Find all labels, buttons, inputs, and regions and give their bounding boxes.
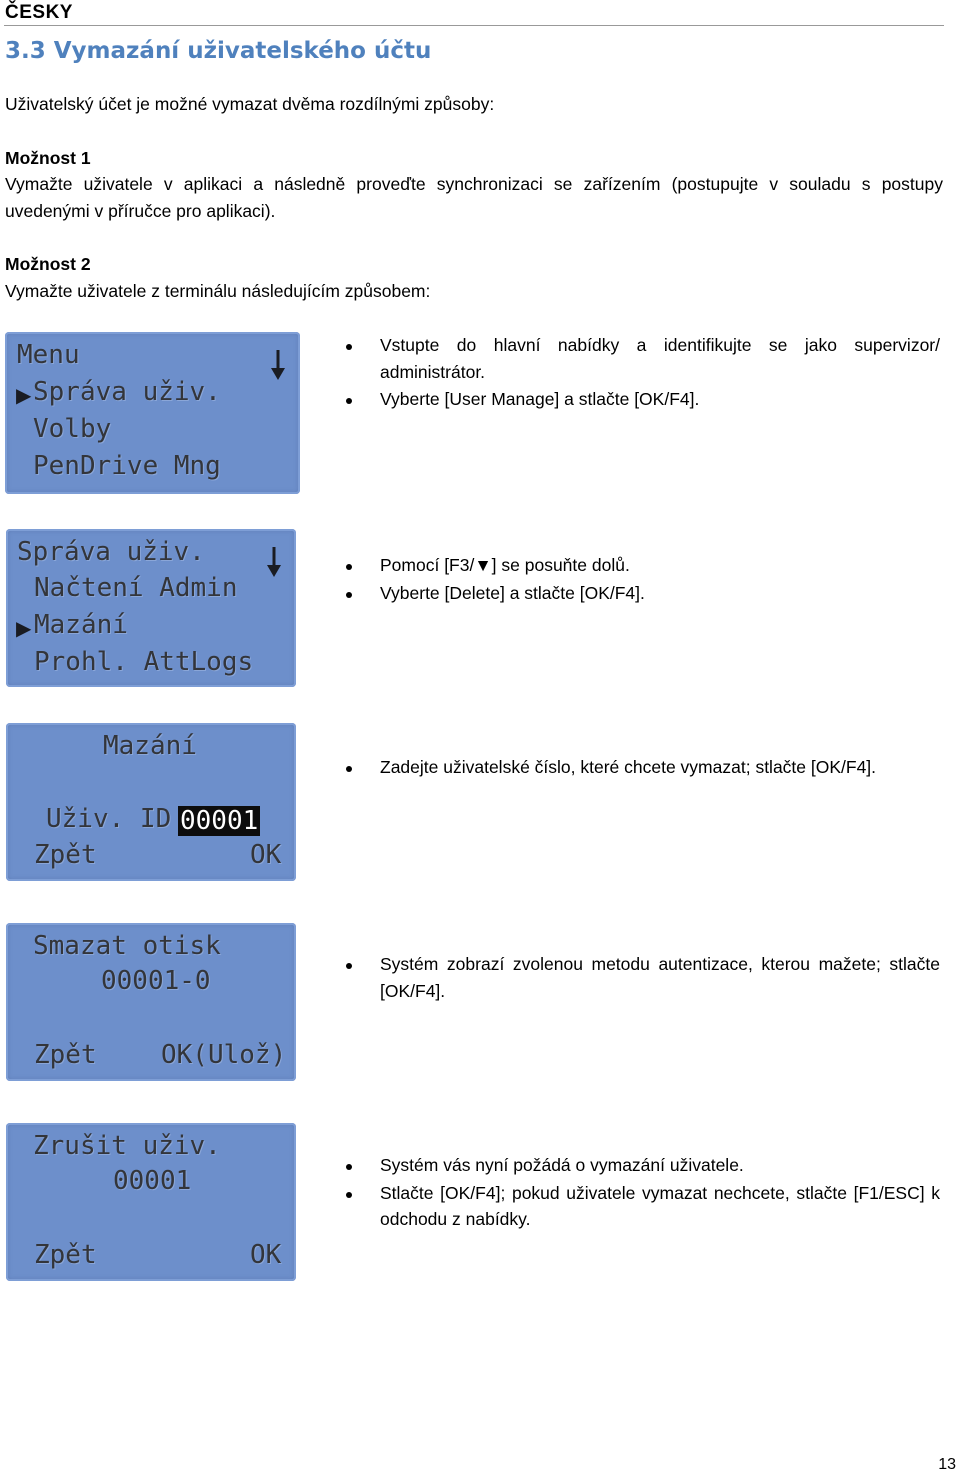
lcd-line: Načtení Admin [34, 573, 238, 603]
lcd-id-value: 00001 [180, 806, 259, 836]
bullet-icon [346, 344, 352, 350]
header-divider [4, 25, 944, 26]
lcd-screen-cancel-user [6, 1123, 296, 1281]
list-item: Vyberte [User Manage] a stlačte [OK/F4]. [346, 386, 940, 413]
lcd-screen-delete [6, 723, 296, 881]
lcd-ok-label: OK [250, 1240, 282, 1270]
bullet-icon [346, 963, 352, 969]
lcd-back-label: Zpět [34, 840, 97, 870]
lcd-title: Zrušit uživ. [33, 1131, 221, 1161]
lcd-line: PenDrive Mng [33, 451, 221, 481]
lcd-line: Prohl. AttLogs [34, 647, 254, 677]
step1-bullets [346, 332, 940, 414]
list-item: Vstupte do hlavní nabídky a identifikujte se jako supervizor/ administrátor. [346, 332, 940, 385]
lcd-line: Správa uživ. [17, 537, 205, 567]
option2-heading: Možnost 2 [5, 254, 91, 274]
bullet-icon [346, 398, 352, 404]
bullet-icon [346, 1164, 352, 1170]
lcd-screen-user-manage [6, 529, 296, 687]
lcd-screen-delete-fingerprint [6, 923, 296, 1081]
lcd-screen-menu [5, 332, 300, 494]
lcd-line: Volby [33, 414, 112, 444]
step5-bullets [346, 1152, 940, 1234]
option1-heading: Možnost 1 [5, 148, 91, 168]
lcd-line-selected: Mazání [34, 610, 128, 640]
lcd-back-label: Zpět [34, 1240, 97, 1270]
step4-bullets [346, 951, 940, 1005]
bullet-icon [346, 1192, 352, 1198]
list-item: Zadejte uživatelské číslo, které chcete vymazat; stlačte [OK/F4]. [346, 754, 940, 781]
lcd-title: Mazání [103, 731, 197, 761]
section-title: 3.3 Vymazání uživatelského účtu [5, 38, 432, 64]
lcd-title: Smazat otisk [33, 931, 221, 961]
down-arrow-icon [264, 545, 284, 579]
bullet-icon [346, 564, 352, 570]
intro-text: Uživatelský účet je možné vymazat dvěma rozdílnými způsoby: [5, 94, 495, 114]
lcd-ok-label: OK(Ulož) [161, 1040, 287, 1070]
bullet-icon [346, 592, 352, 598]
language-header: ČESKY [5, 2, 73, 23]
lcd-id-label: Uživ. ID [46, 804, 172, 834]
list-item: Stlačte [OK/F4]; pokud uživatele vymazat nechcete, stlačte [F1/ESC] k odchodu z nabídky. [346, 1180, 940, 1233]
page-number: 13 [938, 1456, 956, 1473]
list-item: Pomocí [F3/▼] se posuňte dolů. [346, 552, 940, 579]
lcd-back-label: Zpět [34, 1040, 97, 1070]
selection-pointer-icon: ▶ [16, 616, 32, 640]
lcd-line-selected: Správa uživ. [33, 377, 221, 407]
lcd-ok-label: OK [250, 840, 282, 870]
list-item: Vyberte [Delete] a stlačte [OK/F4]. [346, 580, 940, 607]
step2-bullets [346, 552, 940, 607]
lcd-value: 00001 [113, 1166, 192, 1196]
lcd-value: 00001-0 [101, 966, 211, 996]
bullet-icon [346, 766, 352, 772]
option2-text: Vymažte uživatele z terminálu následujícím způsobem: [5, 281, 431, 301]
lcd-line: Menu [17, 340, 80, 370]
list-item: Systém vás nyní požádá o vymazání uživatele. [346, 1152, 940, 1179]
down-arrow-icon [268, 348, 288, 382]
list-item: Systém zobrazí zvolenou metodu autentizace, kterou mažete; stlačte [OK/F4]. [346, 951, 940, 1004]
option1-text: Vymažte uživatele v aplikaci a následně proveďte synchronizaci se zařízením (postupujte v souladu s postupy uvedenými v příručce pro aplikaci). [5, 174, 943, 221]
selection-pointer-icon: ▶ [16, 383, 32, 407]
step3-bullets [346, 754, 940, 782]
